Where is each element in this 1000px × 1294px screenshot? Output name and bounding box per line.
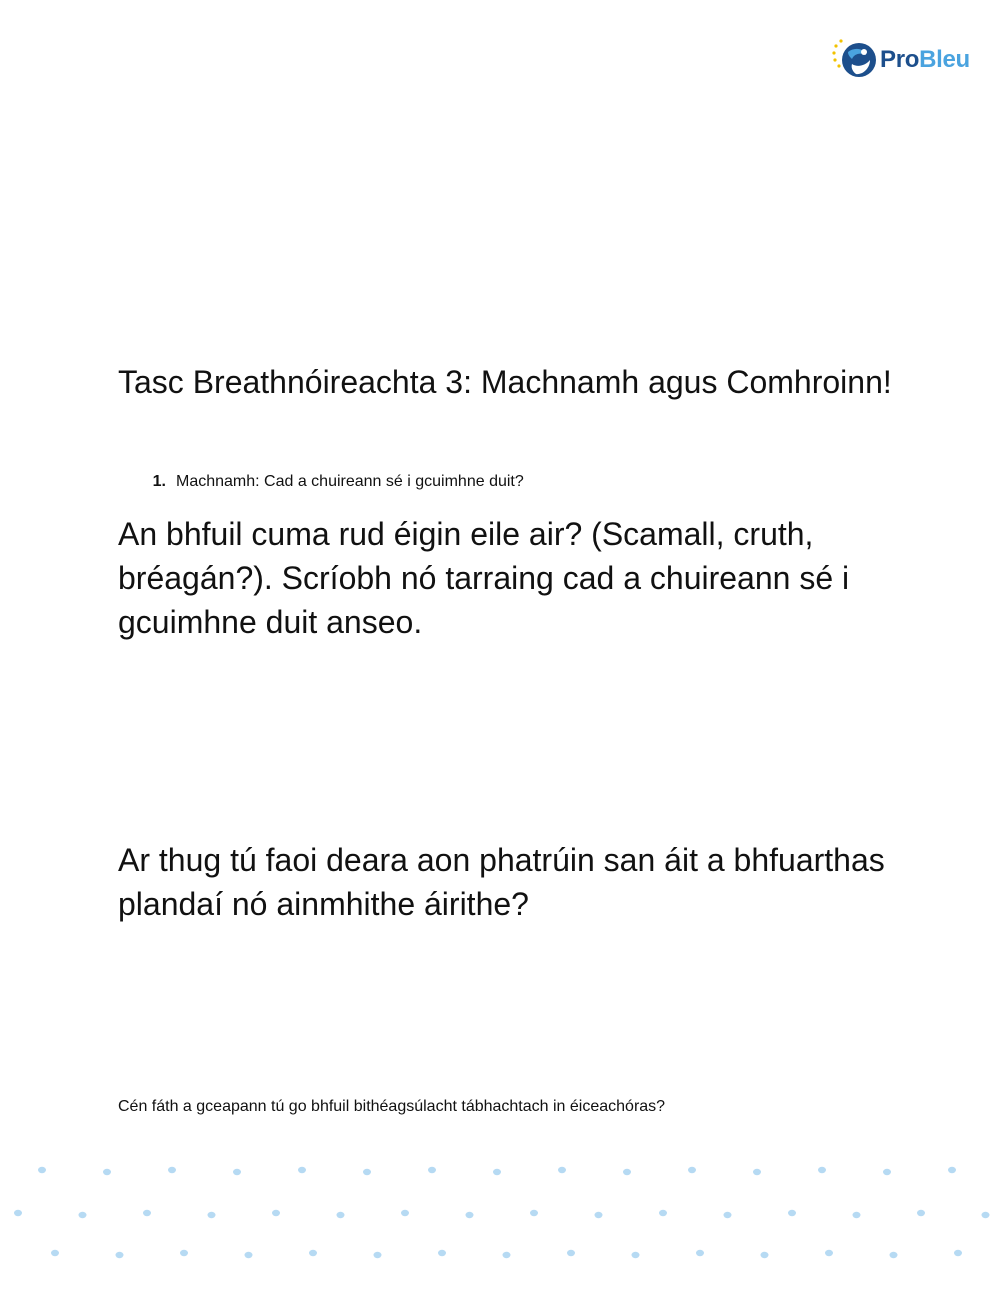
decorative-dot: [530, 1210, 538, 1216]
decorative-dot: [298, 1167, 306, 1173]
brand-bleu-text: Bleu: [919, 46, 970, 73]
decorative-dot: [493, 1169, 501, 1175]
decorative-dot: [143, 1210, 151, 1216]
probleu-wordmark: [880, 38, 970, 82]
decorative-dot: [103, 1169, 111, 1175]
decorative-dot: [558, 1167, 566, 1173]
decorative-dot: [51, 1250, 59, 1256]
page-title: Tasc Breathnóireachta 3: Machnamh agus Comhroinn!: [118, 364, 892, 400]
decorative-dot: [954, 1250, 962, 1256]
decorative-dot: [168, 1167, 176, 1173]
decorative-dot: [309, 1250, 317, 1256]
decorative-dot: [438, 1250, 446, 1256]
decorative-dot: [696, 1250, 704, 1256]
decorative-dot: [595, 1212, 603, 1218]
decorative-dot: [724, 1212, 732, 1218]
decorative-dot: [374, 1252, 382, 1258]
list-item-text: Machnamh: Cad a chuireann sé i gcuimhne duit?: [176, 473, 524, 490]
list-item-number: 1.: [152, 473, 166, 490]
decorative-dot: [14, 1210, 22, 1216]
decorative-dot: [79, 1212, 87, 1218]
probleu-logo-icon: [830, 38, 878, 82]
decorative-dot: [567, 1250, 575, 1256]
decorative-dot: [688, 1167, 696, 1173]
decorative-dot: [982, 1212, 990, 1218]
decorative-dot: [623, 1169, 631, 1175]
decorative-dot: [116, 1252, 124, 1258]
decorative-dot: [883, 1169, 891, 1175]
prompt-paragraph-1: An bhfuil cuma rud éigin eile air? (Scamall, cruth, bréagán?). Scríobh nó tarraing cad a chuireann sé i gcuimhne duit anseo.: [118, 516, 850, 640]
list-item: [118, 471, 898, 493]
decorative-dot: [245, 1252, 253, 1258]
decorative-dot: [659, 1210, 667, 1216]
numbered-list: [118, 471, 898, 493]
decorative-dot: [948, 1167, 956, 1173]
decorative-dot: [208, 1212, 216, 1218]
decorative-dot: [788, 1210, 796, 1216]
probleu-logo: [830, 38, 970, 82]
decorative-dot: [632, 1252, 640, 1258]
decorative-dot: [401, 1210, 409, 1216]
biodiversity-question: Cén fáth a gceapann tú go bhfuil bithéagsúlacht tábhachtach in éiceachóras?: [118, 1098, 666, 1115]
decorative-dot-pattern: [0, 1140, 1000, 1294]
decorative-dot: [503, 1252, 511, 1258]
decorative-dot: [428, 1167, 436, 1173]
decorative-dot: [337, 1212, 345, 1218]
decorative-dot: [761, 1252, 769, 1258]
brand-pro-text: Pro: [880, 46, 920, 73]
decorative-dot: [466, 1212, 474, 1218]
decorative-dot: [753, 1169, 761, 1175]
decorative-dot: [233, 1169, 241, 1175]
decorative-dot: [917, 1210, 925, 1216]
decorative-dot: [818, 1167, 826, 1173]
decorative-dot: [890, 1252, 898, 1258]
prompt-paragraph-2: Ar thug tú faoi deara aon phatrúin san áit a bhfuarthas plandaí nó ainmhithe áirithe?: [118, 842, 885, 922]
decorative-dot: [853, 1212, 861, 1218]
decorative-dot: [363, 1169, 371, 1175]
decorative-dot: [272, 1210, 280, 1216]
decorative-dot: [38, 1167, 46, 1173]
decorative-dot: [180, 1250, 188, 1256]
decorative-dot: [825, 1250, 833, 1256]
